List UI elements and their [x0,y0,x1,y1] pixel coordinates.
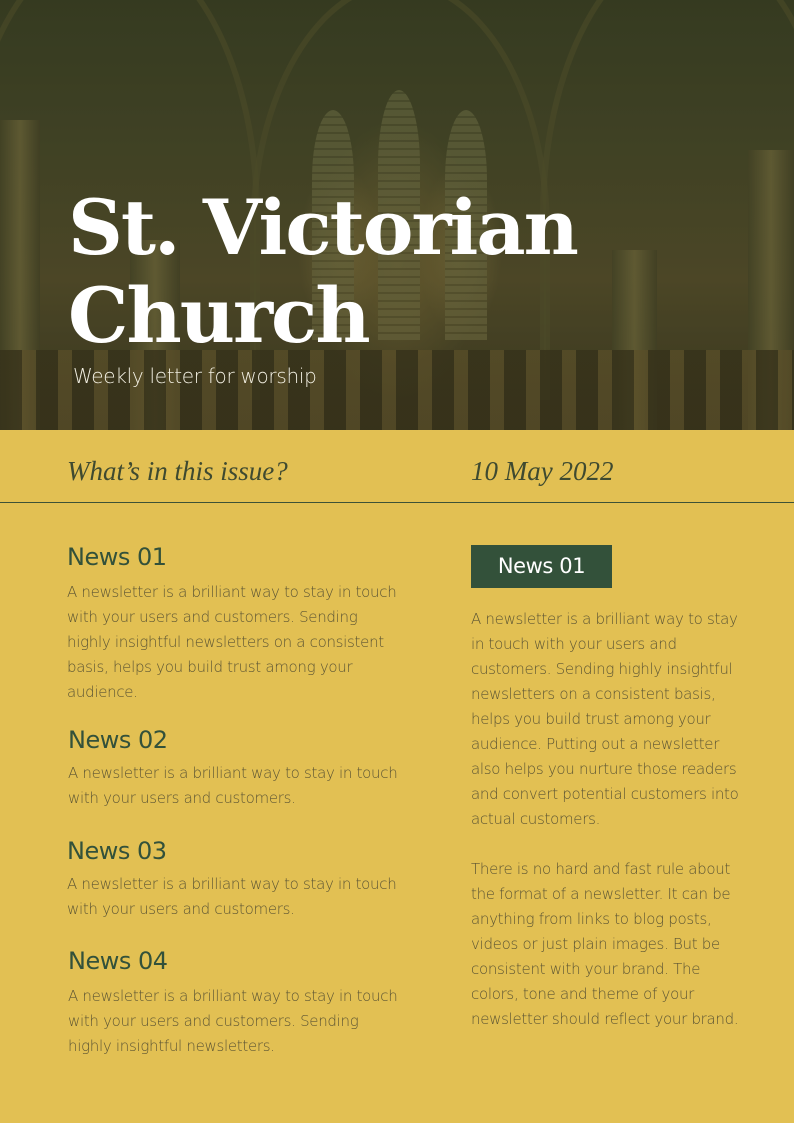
news-body: A newsletter is a brilliant way to stay in touch with your users and customers. Sending highly insightful newsletters. [68,987,398,1055]
news-item-04 [68,944,398,1059]
news-body: A newsletter is a brilliant way to stay in touch with your users and customers. [68,764,398,807]
hero-banner [0,0,794,430]
title-line-1: St. Victorian [68,183,577,272]
page-title [68,184,577,360]
news-item-02 [68,723,398,811]
news-title: News 01 [67,543,167,571]
news-title: News 03 [67,837,167,865]
news-item-03 [67,834,397,922]
news-body: A newsletter is a brilliant way to stay in touch with your users and customers. [67,875,397,918]
feature-badge: News 01 [471,545,612,588]
page-subtitle: Weekly letter for worship [73,364,317,388]
news-body: A newsletter is a brilliant way to stay in touch with your users and customers. Sending highly insightful newsletters on a consistent basis, helps you build trust among your audience. [67,583,397,701]
feature-paragraph-1: A newsletter is a brilliant way to stay in touch with your users and customers. Sending highly insightful newsletters on a consistent basis, helps you build trust among your audience. Putting out a newsletter also helps you nurture those readers and convert potential customers into actual customers. [471,610,739,828]
title-line-2: Church [68,271,369,360]
feature-paragraph-2: There is no hard and fast rule about the format of a newsletter. It can be anything from links to blog posts, videos or just plain images. But be consistent with your brand. The colors, tone and theme of your newsletter should reflect your brand. [471,860,739,1028]
issue-bar [0,430,794,503]
news-item-01 [67,540,397,705]
feature-article [471,545,751,1032]
news-title: News 02 [68,726,168,754]
issue-date: 10 May 2022 [471,456,614,486]
news-title: News 04 [68,947,168,975]
issue-label: What’s in this issue? [67,456,288,486]
